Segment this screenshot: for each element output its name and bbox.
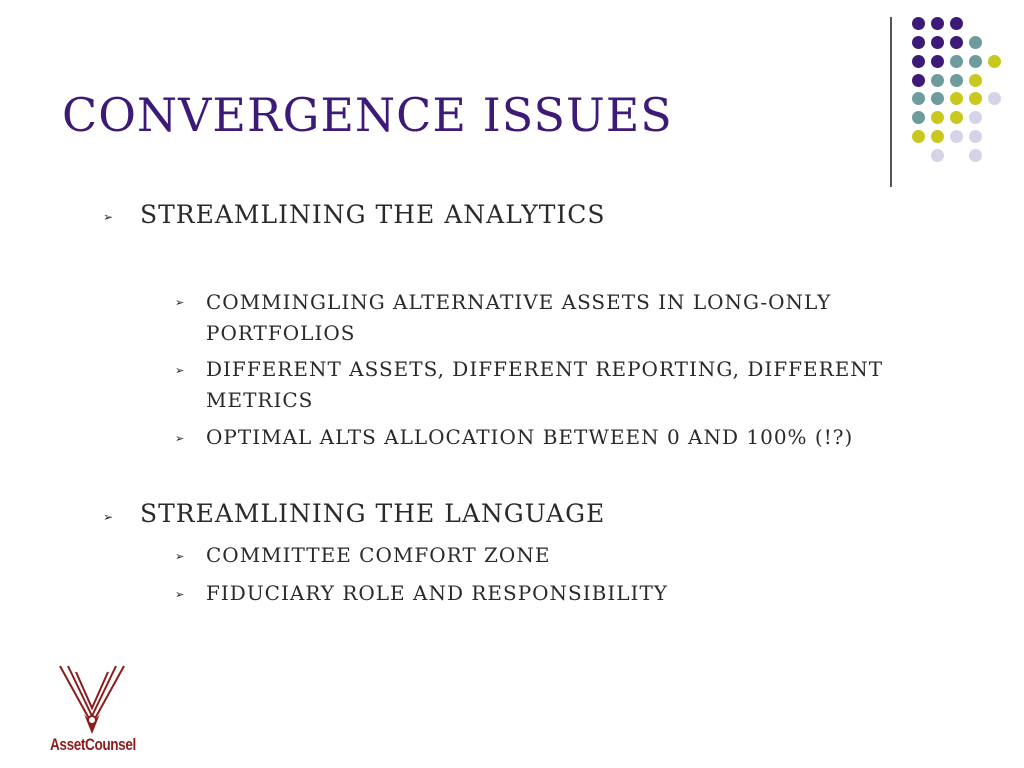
- decor-dot: [988, 92, 1001, 105]
- arrow-bullet-icon: ➢: [175, 550, 185, 563]
- decor-dot: [950, 111, 963, 124]
- decor-dot: [950, 36, 963, 49]
- decor-dot: [969, 149, 982, 162]
- arrow-bullet-icon: ➢: [175, 364, 185, 377]
- title-divider-line: [890, 17, 892, 187]
- decor-dot: [912, 55, 925, 68]
- decor-dot: [912, 17, 925, 30]
- arrow-bullet-icon: ➢: [103, 510, 114, 524]
- decor-dot: [988, 55, 1001, 68]
- decor-dot: [931, 17, 944, 30]
- section-heading: STREAMLINING THE LANGUAGE: [140, 499, 606, 528]
- decor-dot: [969, 55, 982, 68]
- decor-dot: [912, 74, 925, 87]
- decor-dot: [931, 36, 944, 49]
- decor-dot: [912, 130, 925, 143]
- list-item: COMMITTEE COMFORT ZONE: [206, 543, 551, 567]
- decor-dot: [950, 130, 963, 143]
- decor-dot: [950, 17, 963, 30]
- decor-dot: [931, 92, 944, 105]
- list-item: OPTIMAL ALTS ALLOCATION BETWEEN 0 AND 100% (!?): [206, 425, 854, 449]
- decor-dot: [912, 111, 925, 124]
- decor-dot: [950, 74, 963, 87]
- decor-dot: [969, 130, 982, 143]
- list-item: FIDUCIARY ROLE AND RESPONSIBILITY: [206, 581, 668, 605]
- arrow-bullet-icon: ➢: [103, 210, 114, 224]
- decor-dot: [931, 55, 944, 68]
- arrow-bullet-icon: ➢: [175, 432, 185, 445]
- decor-dot: [969, 111, 982, 124]
- list-item: DIFFERENT ASSETS, DIFFERENT REPORTING, DIFFERENT METRICS: [206, 357, 884, 412]
- decor-dot: [931, 74, 944, 87]
- decor-dot: [912, 36, 925, 49]
- section-heading: STREAMLINING THE ANALYTICS: [140, 200, 606, 229]
- slide-title: CONVERGENCE ISSUES: [62, 88, 673, 142]
- decor-dot: [969, 36, 982, 49]
- decor-dot: [950, 55, 963, 68]
- decor-dot: [931, 111, 944, 124]
- decor-dot: [912, 92, 925, 105]
- decor-dot: [969, 92, 982, 105]
- logo-wordmark: AssetCounsel: [50, 735, 136, 754]
- decor-dot: [969, 74, 982, 87]
- decor-dot: [950, 92, 963, 105]
- arrow-bullet-icon: ➢: [175, 588, 185, 601]
- decor-dot: [931, 149, 944, 162]
- list-item: COMMINGLING ALTERNATIVE ASSETS IN LONG-ONLY PORTFOLIOS: [206, 290, 832, 345]
- decor-dot: [931, 130, 944, 143]
- arrow-bullet-icon: ➢: [175, 296, 185, 309]
